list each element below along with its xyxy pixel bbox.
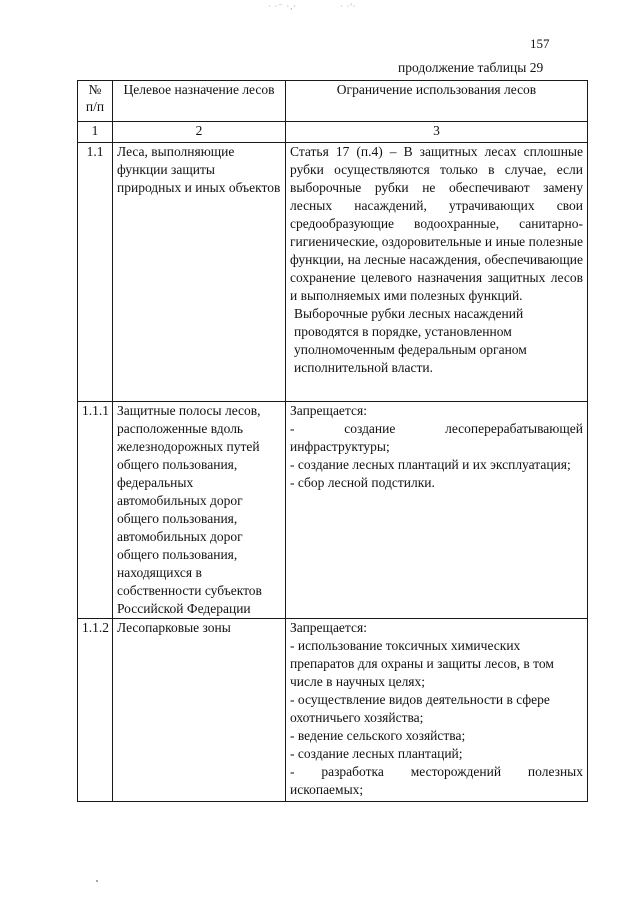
table-row	[78, 143, 588, 402]
limits-item: Запрещается:	[290, 403, 367, 418]
table-row	[78, 402, 588, 619]
limits-paragraph: Статья 17 (п.4) – В защитных лесах сплошные рубки осуществляются только в случае, если выборочные рубки не обеспечивают замену лесных насаждений, утрачивающих свои средообразующие водоохранные, санитарно-гигиенические, оздоровительные и иные полезные функции, на лесные насаждения, обеспечивающие сохранение целевого назначения защитных лесов и выполняемых ими полезных функций.	[290, 144, 583, 303]
row-purpose: Защитные полосы лесов, расположенные вдоль железнодорожных путей общего пользования, федеральных автомобильных дорог общего пользования, автомобильных дорог общего пользования, находящихся в собственности субъектов Российской Федерации	[113, 402, 286, 619]
restrictions-table	[77, 80, 588, 802]
limits-paragraph: Выборочные рубки лесных насаждений проводятся в порядке, установленном уполномоченным федеральным органом исполнительной власти.	[294, 306, 527, 375]
header-num: № п/п	[78, 81, 113, 122]
table-header-row	[78, 81, 588, 122]
limits-item: - разработка месторождений полезных ископаемых;	[290, 764, 583, 797]
column-index: 3	[286, 122, 588, 143]
column-index-row	[78, 122, 588, 143]
row-number: 1.1.1	[78, 402, 113, 619]
scan-artifact-top: · ·⁻ ·,·	[268, 2, 297, 11]
table-row	[78, 619, 588, 802]
header-purpose: Целевое назначение лесов	[113, 81, 286, 122]
table-continuation-label: продолжение таблицы 29	[398, 60, 544, 75]
limits-item: - создание лесных плантаций;	[290, 746, 463, 761]
column-index: 1	[78, 122, 113, 143]
scan-artifact-top-right: · ·'·	[340, 2, 357, 11]
row-limits	[286, 619, 588, 802]
limits-item: - сбор лесной подстилки.	[290, 475, 435, 490]
limits-item: - создание лесных плантаций и их эксплуатация;	[290, 457, 571, 472]
row-limits	[286, 402, 588, 619]
limits-item: - ведение сельского хозяйства;	[290, 728, 466, 743]
scan-dot	[96, 880, 98, 882]
row-purpose: Леса, выполняющие функции защиты природных и иных объектов	[113, 143, 286, 402]
limits-item: - создание лесоперерабатывающей инфраструктуры;	[290, 421, 583, 454]
column-index: 2	[113, 122, 286, 143]
row-purpose: Лесопарковые зоны	[113, 619, 286, 802]
page-number: 157	[530, 36, 550, 51]
limits-item: - использование токсичных химических препаратов для охраны и защиты лесов, в том числе в научных целях;	[290, 638, 554, 689]
limits-item: Запрещается:	[290, 620, 367, 635]
row-number: 1.1.2	[78, 619, 113, 802]
limits-item: - осуществление видов деятельности в сфере охотничьего хозяйства;	[290, 692, 550, 725]
row-limits	[286, 143, 588, 402]
header-limits: Ограничение использования лесов	[286, 81, 588, 122]
row-number: 1.1	[78, 143, 113, 402]
